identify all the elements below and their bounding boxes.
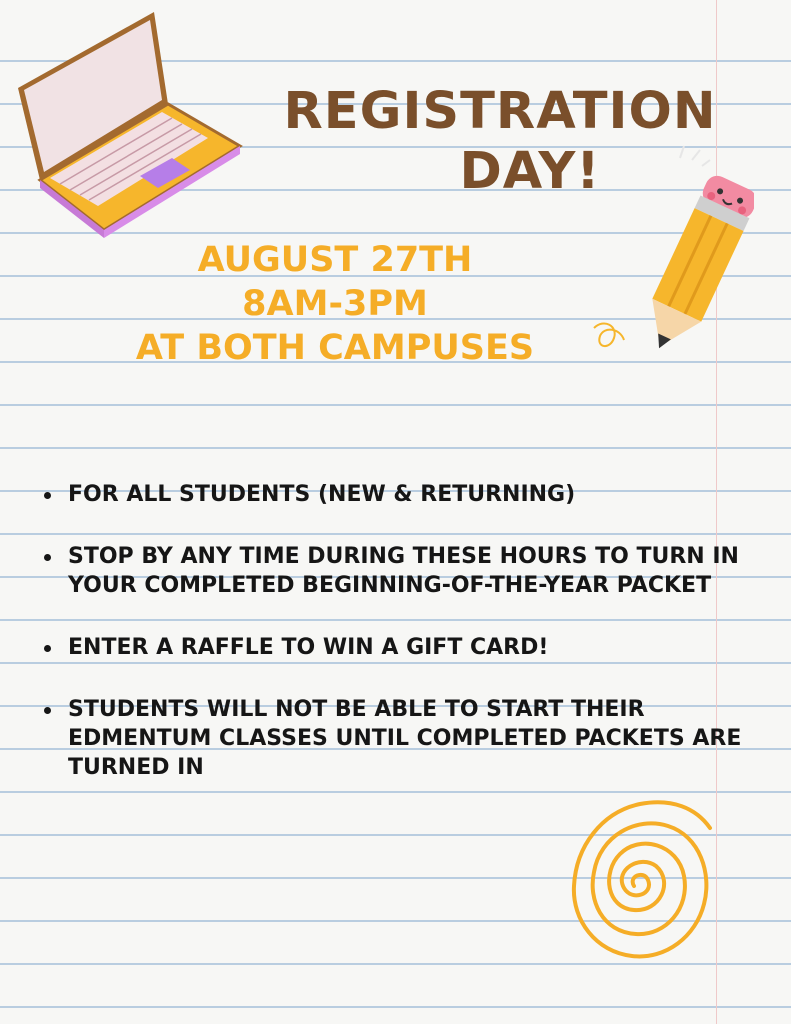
info-list: [40, 480, 765, 782]
swirl-doodle-icon: [562, 790, 722, 975]
list-item: [40, 633, 765, 662]
laptop-icon: [12, 8, 244, 238]
bullet-dot: [44, 645, 51, 652]
bullet-dot: [44, 554, 51, 561]
list-item: [40, 542, 765, 600]
title-line-1: REGISTRATION: [283, 82, 717, 141]
list-item-text: STOP BY ANY TIME DURING THESE HOURS TO TURN IN YOUR COMPLETED BEGINNING-OF-THE-YEAR PACKET: [68, 544, 739, 598]
title-line-2: DAY!: [459, 142, 601, 201]
list-item-text: ENTER A RAFFLE TO WIN A GIFT CARD!: [68, 635, 549, 660]
list-item-text: STUDENTS WILL NOT BE ABLE TO START THEIR EDMENTUM CLASSES UNTIL COMPLETED PACKETS ARE TURNED IN: [68, 697, 742, 780]
event-location: AT BOTH CAMPUSES: [135, 328, 535, 368]
event-date: AUGUST 27TH: [197, 240, 473, 280]
event-time: 8AM-3PM: [242, 284, 428, 324]
list-item: [40, 480, 765, 509]
list-item: [40, 695, 765, 782]
bullet-dot: [44, 707, 51, 714]
list-item-text: FOR ALL STUDENTS (NEW & RETURNING): [68, 482, 576, 507]
bullet-dot: [44, 492, 51, 499]
